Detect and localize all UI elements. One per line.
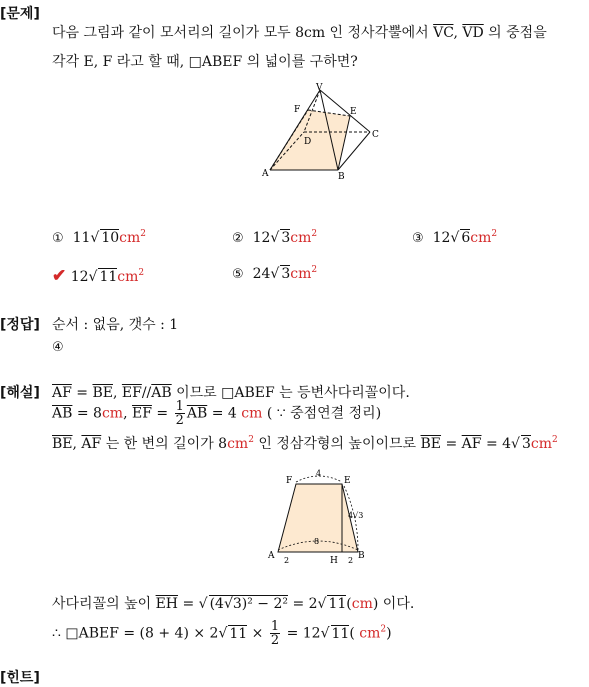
- explanation-line-2: $\overline{AB} = 8cm$, $\overline{EF}$ = $\frac{1}{2}$ $\overline{AB} = 4$ cm ( ∵ 중점연결 정리): [52, 399, 382, 428]
- explanation-line-1: $\overline{AF} = \overline{BE}$, $\overline{EF}//\overline{AB}$ 이므로 □ABEF 는 등변사다리꼴이다.: [52, 385, 410, 401]
- label-d: D: [304, 137, 312, 147]
- trapezoid-figure: [262, 468, 378, 568]
- label-h2: H: [330, 556, 338, 566]
- label-a2: A: [268, 551, 275, 561]
- choice-1[interactable]: ① 11√ $10cm^2$: [52, 229, 146, 246]
- label-b: B: [338, 172, 345, 182]
- answer-order-count: 순서 : 없음, 갯수 : 1: [52, 317, 179, 333]
- answer-choice: ④: [52, 340, 64, 355]
- choice-2[interactable]: ② 12√ $3cm^2$: [232, 229, 318, 246]
- label-a: A: [262, 169, 269, 179]
- pyramid-figure: [258, 82, 388, 182]
- problem-line-1: 다음 그림과 같이 모서리의 길이가 모두 8cm 인 정사각뿔에서 $\overline{VC}$, $\overline{VD}$ 의 중점을: [52, 25, 547, 41]
- label-b2: B: [358, 551, 365, 561]
- dim-left: 2: [284, 556, 290, 565]
- label-f2: F: [286, 476, 293, 486]
- explanation-line-5: ∴ □ABEF = (8 + 4) × 2√ 11 × $\frac{1}{2}$ = 12√ 11( $cm^2$): [52, 619, 392, 648]
- problem-line-2: 각각 E, F 라고 할 때, □ABEF 의 넓이를 구하면?: [52, 54, 358, 70]
- choice-4-correct[interactable]: ✔ 12√ $11cm^2$: [52, 266, 145, 286]
- dim-side: 4√3: [348, 511, 364, 520]
- explanation-line-3: $\overline{BE}$, $\overline{AF}$ 는 한 변의 길이가 $8cm^2$ 인 정삼각형의 높이이므로 $\overline{BE} = \overline{AF} = 4√$ $3cm^2$: [52, 435, 558, 452]
- explanation-label: [해설]: [0, 385, 40, 401]
- label-v: V: [316, 83, 323, 93]
- explanation-line-4: 사다리꼴의 높이 $\overline{EH}$ = √ (4√3)² − 2² = 2√ 11(cm) 이다.: [52, 596, 415, 612]
- label-e: E: [350, 107, 357, 117]
- hint-label: [힌트]: [0, 670, 40, 686]
- label-c: C: [372, 130, 379, 140]
- problem-label: [문제]: [0, 6, 40, 22]
- dim-right: 2: [348, 556, 354, 565]
- label-e2: E: [344, 476, 351, 486]
- dim-base: 8: [314, 537, 320, 546]
- choice-3[interactable]: ③ 12√ $6cm^2$: [412, 229, 498, 246]
- checkmark-icon: ✔: [52, 266, 67, 286]
- label-f: F: [294, 105, 301, 115]
- dim-top: 4: [316, 469, 322, 478]
- answer-label: [정답]: [0, 317, 40, 333]
- choice-5[interactable]: ⑤ 24√ $3cm^2$: [232, 265, 318, 282]
